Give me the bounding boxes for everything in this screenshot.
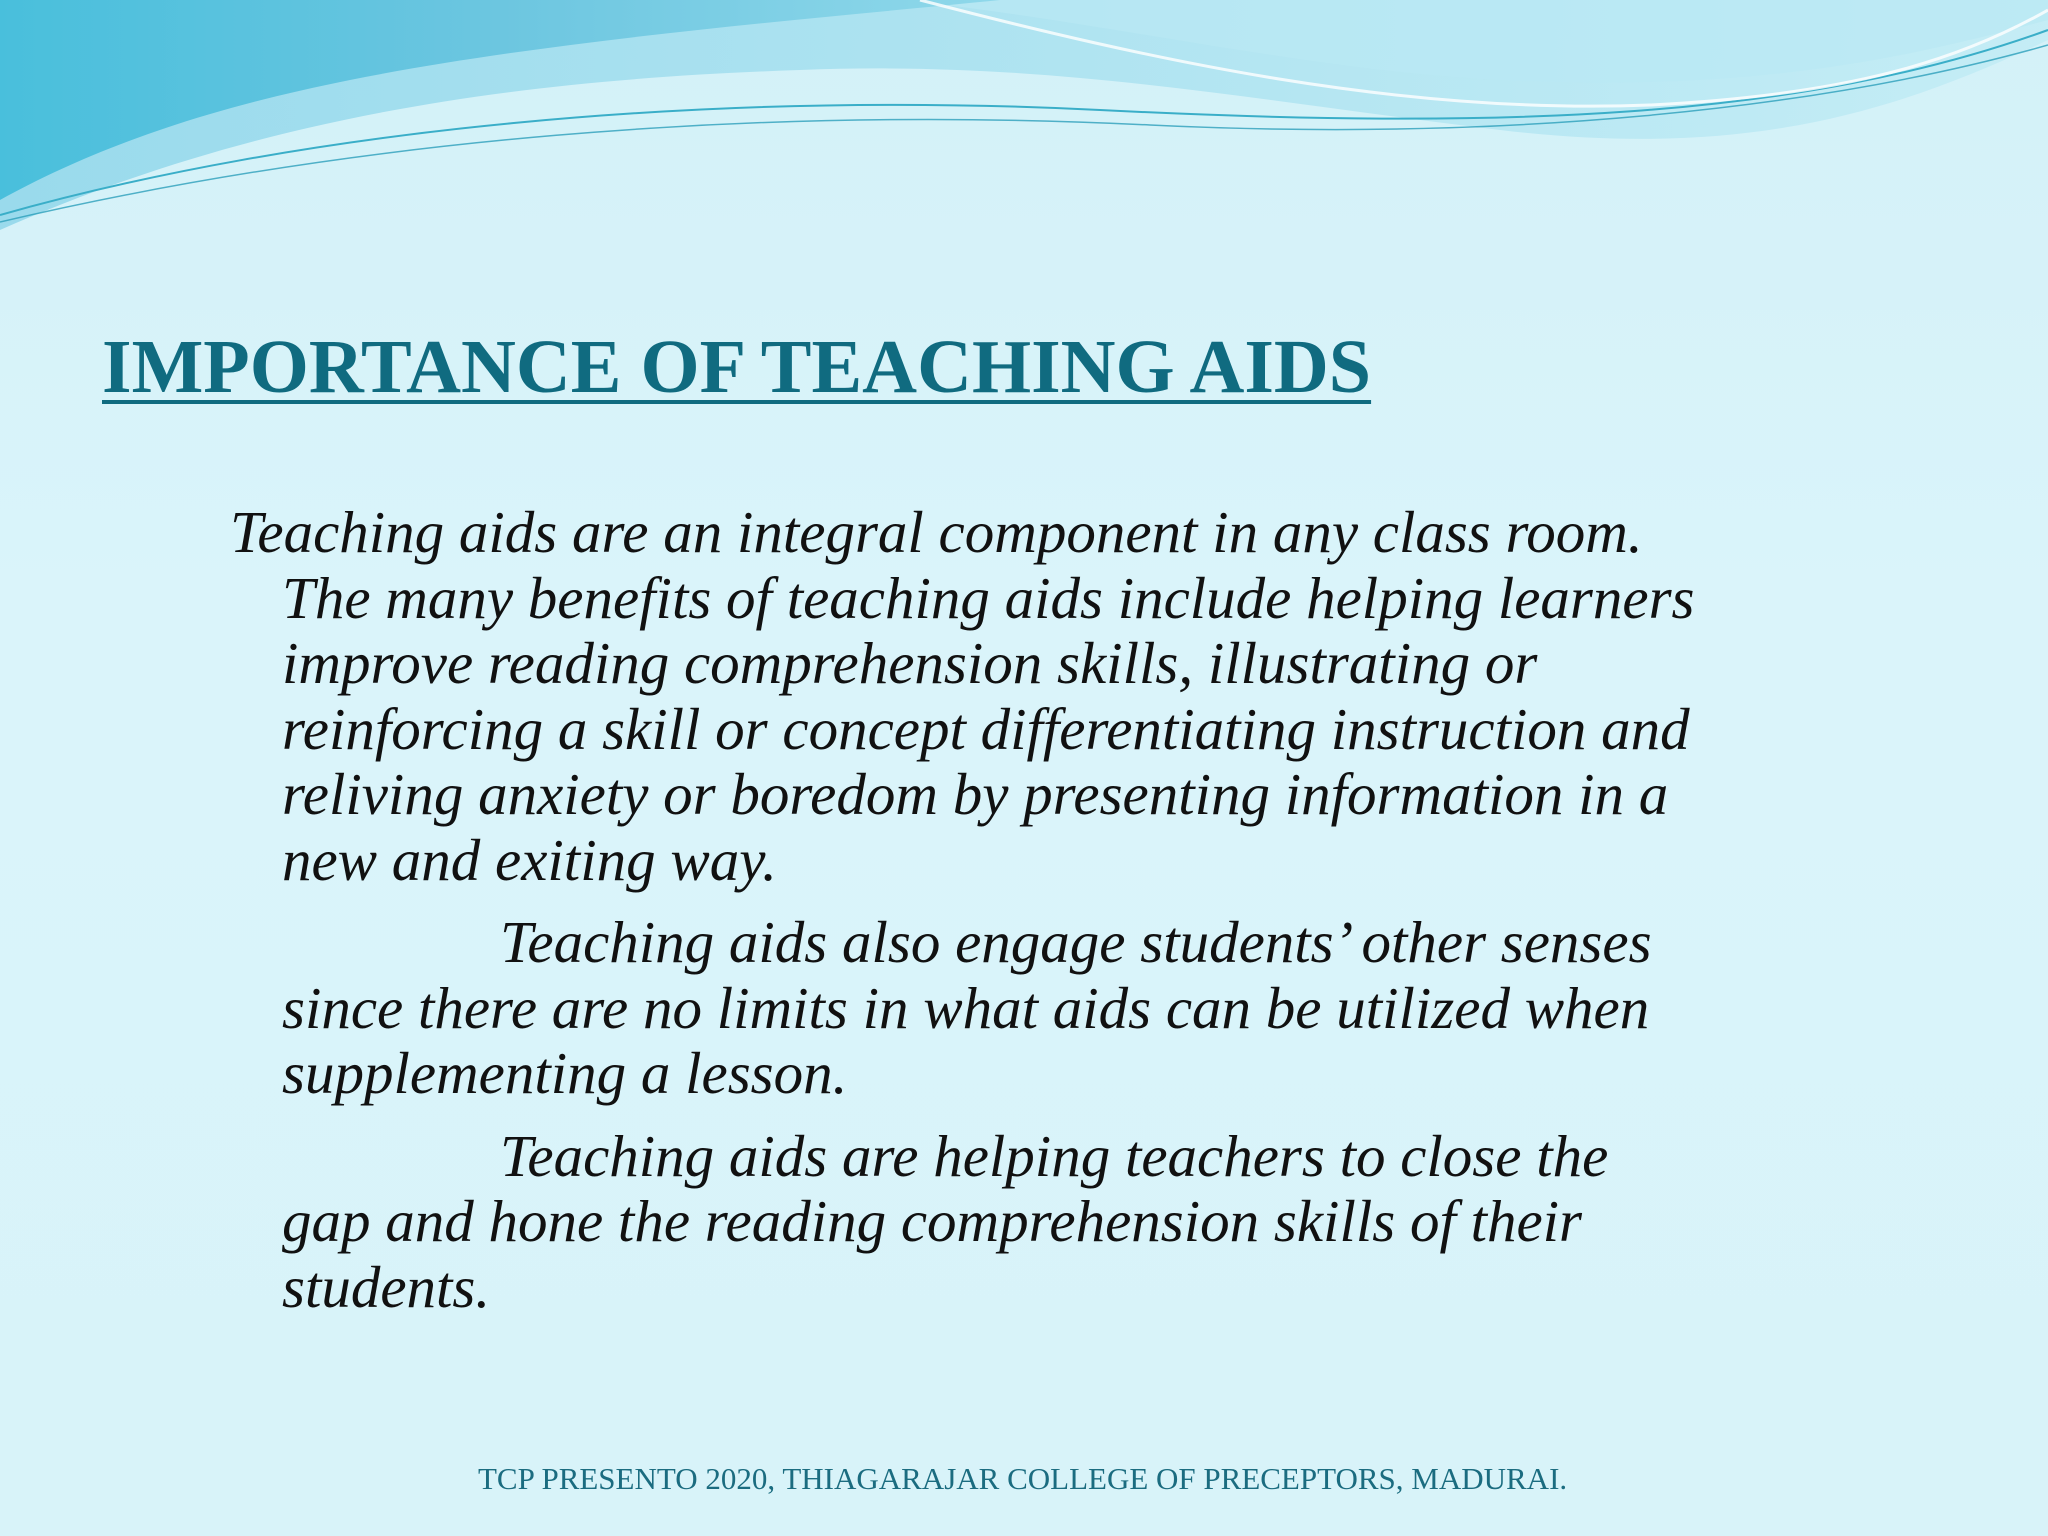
paragraph-2: Teaching aids also engage students’ other senses since there are no limits in what aids can be utilized when supplementing a lesson. <box>282 909 1652 1106</box>
paragraph-1: Teaching aids are an integral component in any class room. The many benefits of teaching aids include helping learners improve reading comprehension skills, illustrating or reinforcing a skill or concept differentiating instruction and reliving anxiety or boredom by presenting information in a new and exiting way. <box>230 499 1695 893</box>
paragraph-3: Teaching aids are helping teachers to close the gap and hone the reading comprehension skills of their students. <box>282 1122 1609 1320</box>
slide-body <box>230 500 1700 1320</box>
slide-footer: TCP PRESENTO 2020, THIAGARAJAR COLLEGE OF PRECEPTORS, MADURAI. <box>478 1461 1568 1496</box>
slide-title: IMPORTANCE OF TEACHING AIDS <box>102 325 1372 409</box>
decorative-wave-header <box>0 0 2048 240</box>
